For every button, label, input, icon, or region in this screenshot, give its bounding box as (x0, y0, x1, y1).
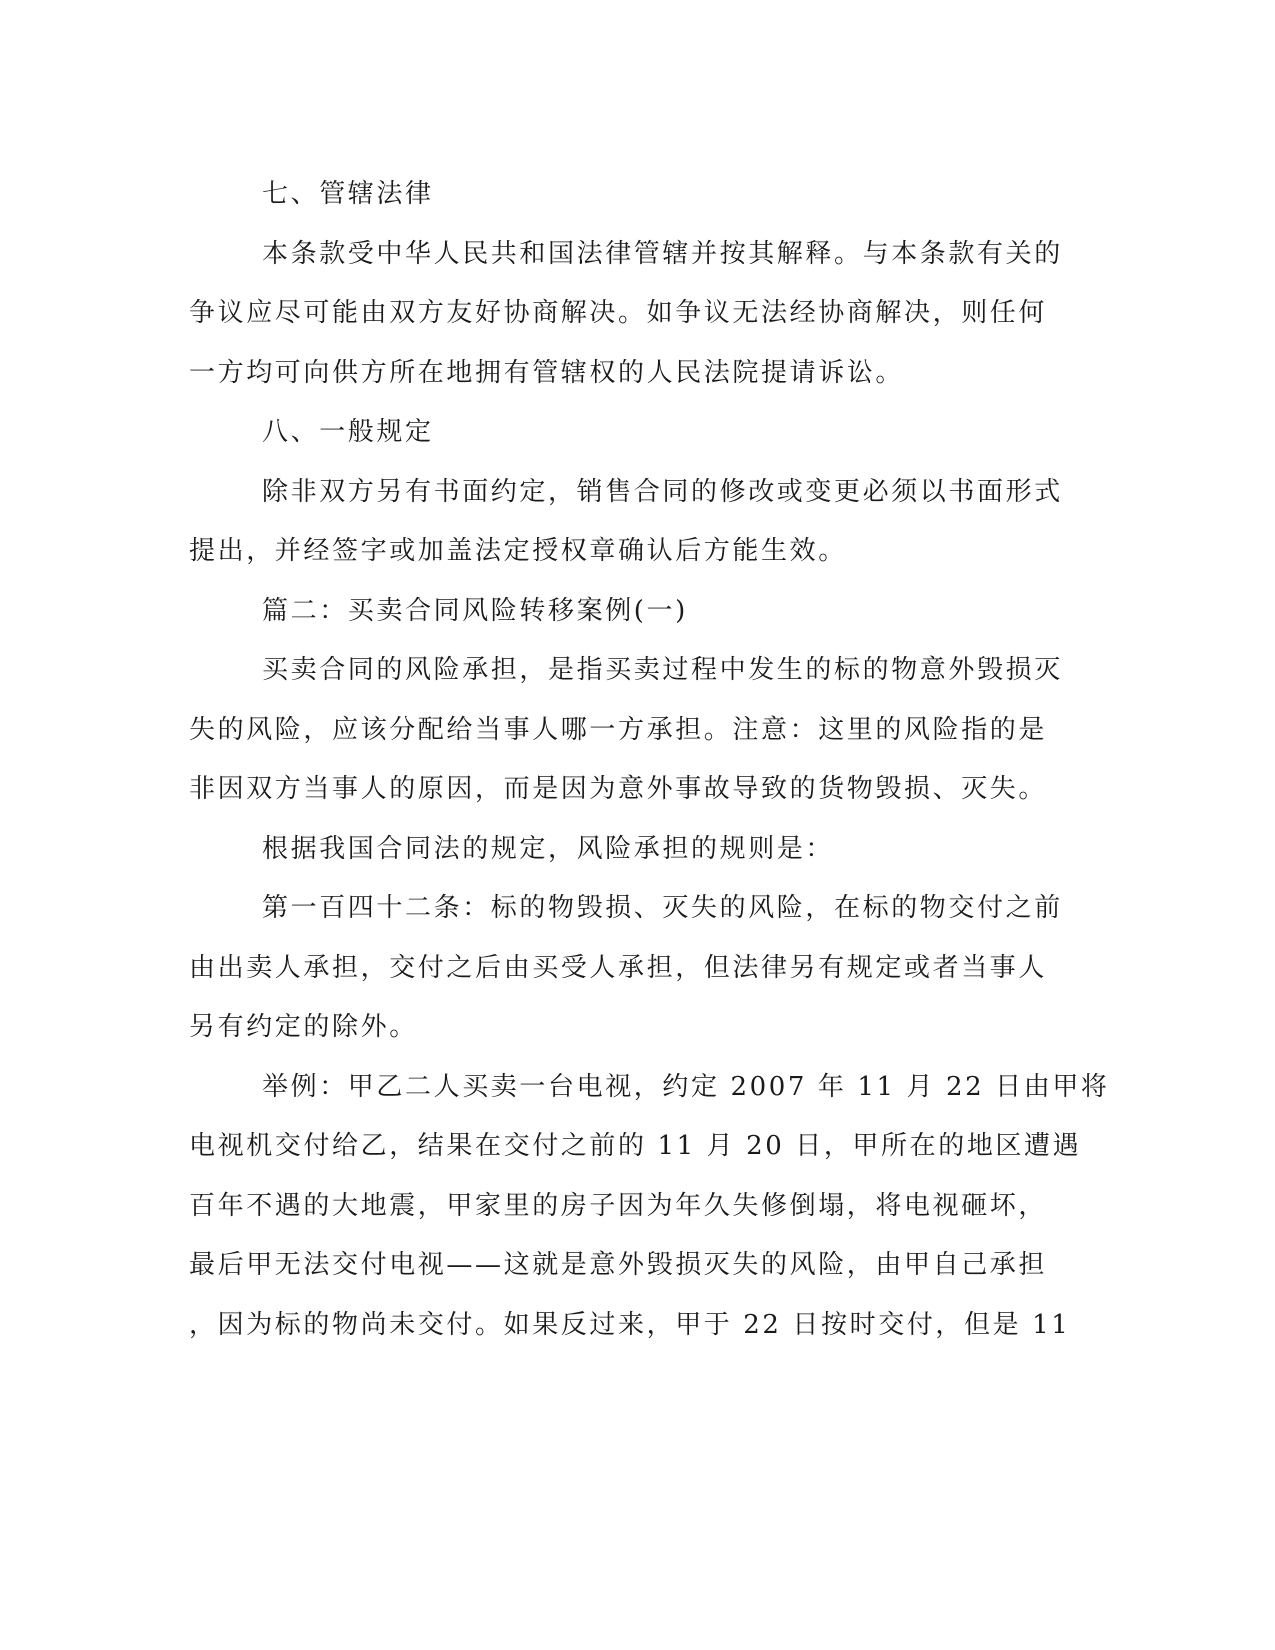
heading-governing-law: 七、管辖法律 (262, 179, 434, 209)
heading-general-provisions: 八、一般规定 (262, 417, 434, 447)
paragraph-line: 争议应尽可能由双方友好协商解决。如争议无法经协商解决，则任何 (189, 298, 1048, 328)
paragraph-line: 百年不遇的大地震，甲家里的房子因为年久失修倒塌，将电视砸坏， (189, 1190, 1048, 1221)
paragraph-line: 本条款受中华人民共和国法律管辖并按其解释。与本条款有关的 (262, 238, 1063, 269)
paragraph-line: ，因为标的物尚未交付。如果反过来，甲于 22 日按时交付，但是 11 (189, 1309, 1071, 1340)
paragraph-line: 除非双方另有书面约定，销售合同的修改或变更必须以书面形式 (262, 476, 1063, 507)
paragraph-line: 根据我国合同法的规定，风险承担的规则是： (262, 833, 835, 864)
paragraph-line: 买卖合同的风险承担，是指买卖过程中发生的标的物意外毁损灭 (262, 655, 1063, 685)
heading-chapter-two: 篇二：买卖合同风险转移案例(一) (262, 595, 688, 626)
paragraph-line: 由出卖人承担，交付之后由买受人承担，但法律另有规定或者当事人 (189, 952, 1048, 983)
paragraph-line: 另有约定的除外。 (189, 1012, 418, 1042)
paragraph-line: 最后甲无法交付电视——这就是意外毁损灭失的风险，由甲自己承担 (189, 1250, 1048, 1280)
paragraph-line: 失的风险，应该分配给当事人哪一方承担。注意：这里的风险指的是 (189, 714, 1048, 745)
paragraph-line: 提出，并经签字或加盖法定授权章确认后方能生效。 (189, 536, 847, 566)
paragraph-line: 举例：甲乙二人买卖一台电视，约定 2007 年 11 月 22 日由甲将 (262, 1071, 1110, 1102)
paragraph-line: 电视机交付给乙，结果在交付之前的 11 月 20 日，甲所在的地区遭遇 (189, 1131, 1082, 1161)
paragraph-line: 第一百四十二条：标的物毁损、灭失的风险，在标的物交付之前 (262, 893, 1063, 923)
document-body (189, 165, 1110, 1355)
paragraph-line: 一方均可向供方所在地拥有管辖权的人民法院提请诉讼。 (189, 357, 905, 388)
paragraph-line: 非因双方当事人的原因，而是因为意外事故导致的货物毁损、灭失。 (189, 774, 1048, 804)
